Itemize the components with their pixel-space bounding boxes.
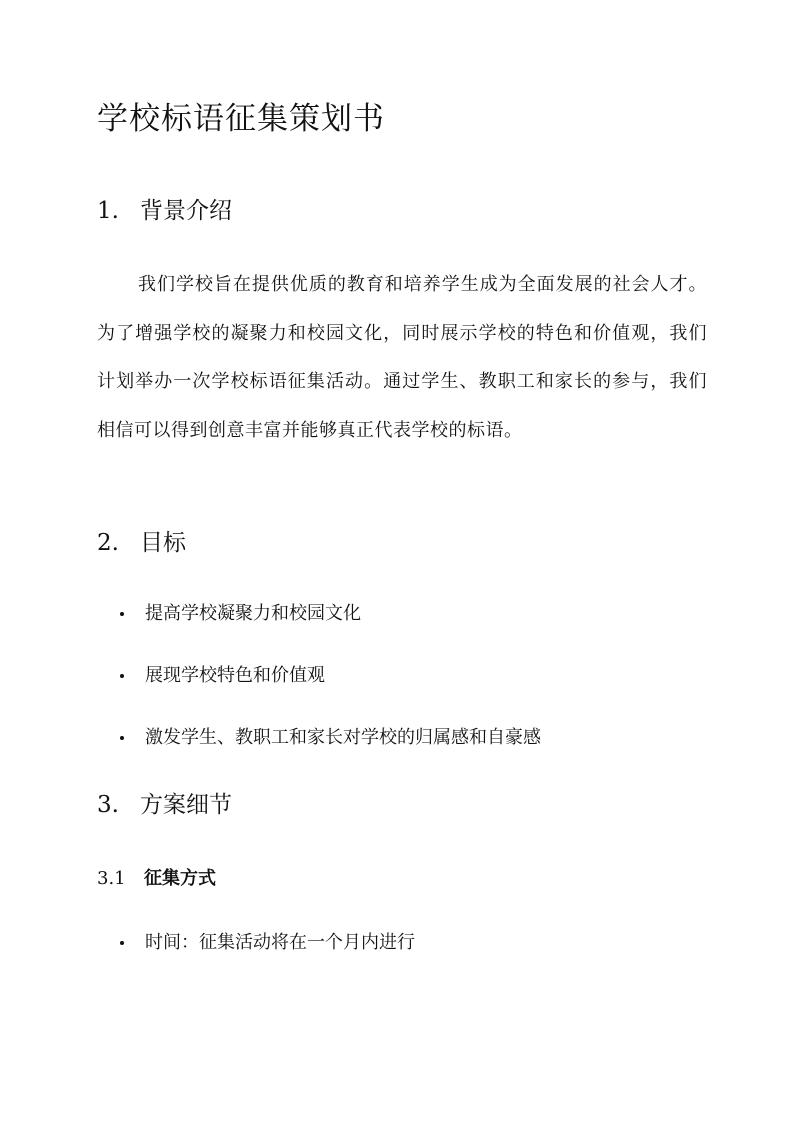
section-heading-goals xyxy=(97,526,186,560)
section-number: 3. xyxy=(97,792,119,818)
section-number: 2. xyxy=(97,530,119,556)
bullet-dot-icon xyxy=(120,736,124,740)
section-title: 背景介绍 xyxy=(140,198,232,224)
document-title: 学校标语征集策划书 xyxy=(97,101,385,137)
subsection-heading-collection-method xyxy=(97,864,216,894)
section-title: 方案细节 xyxy=(140,792,232,818)
list-item-text: 提高学校凝聚力和校园文化 xyxy=(145,603,361,624)
bullet-dot-icon xyxy=(120,941,124,945)
section-number: 1. xyxy=(97,198,119,224)
background-paragraph: 我们学校旨在提供优质的教育和培养学生成为全面发展的社会人才。为了增强学校的凝聚力和校园文化，同时展示学校的特色和价值观，我们计划举办一次学校标语征集活动。通过学生、教职工和家长的参与，我们相信可以得到创意丰富并能够真正代表学校的标语。 xyxy=(97,274,707,441)
section-heading-background xyxy=(97,194,232,228)
bullet-dot-icon xyxy=(120,674,124,678)
list-item-text: 展现学校特色和价值观 xyxy=(145,665,325,686)
bullet-dot-icon xyxy=(120,612,124,616)
subsection-title: 征集方式 xyxy=(144,868,216,889)
list-item-text: 时间：征集活动将在一个月内进行 xyxy=(145,932,415,953)
list-item-text: 激发学生、教职工和家长对学校的归属感和自豪感 xyxy=(145,727,541,748)
subsection-number: 3.1 xyxy=(97,868,126,889)
section-heading-plan-details xyxy=(97,788,232,822)
section-title: 目标 xyxy=(140,530,186,556)
